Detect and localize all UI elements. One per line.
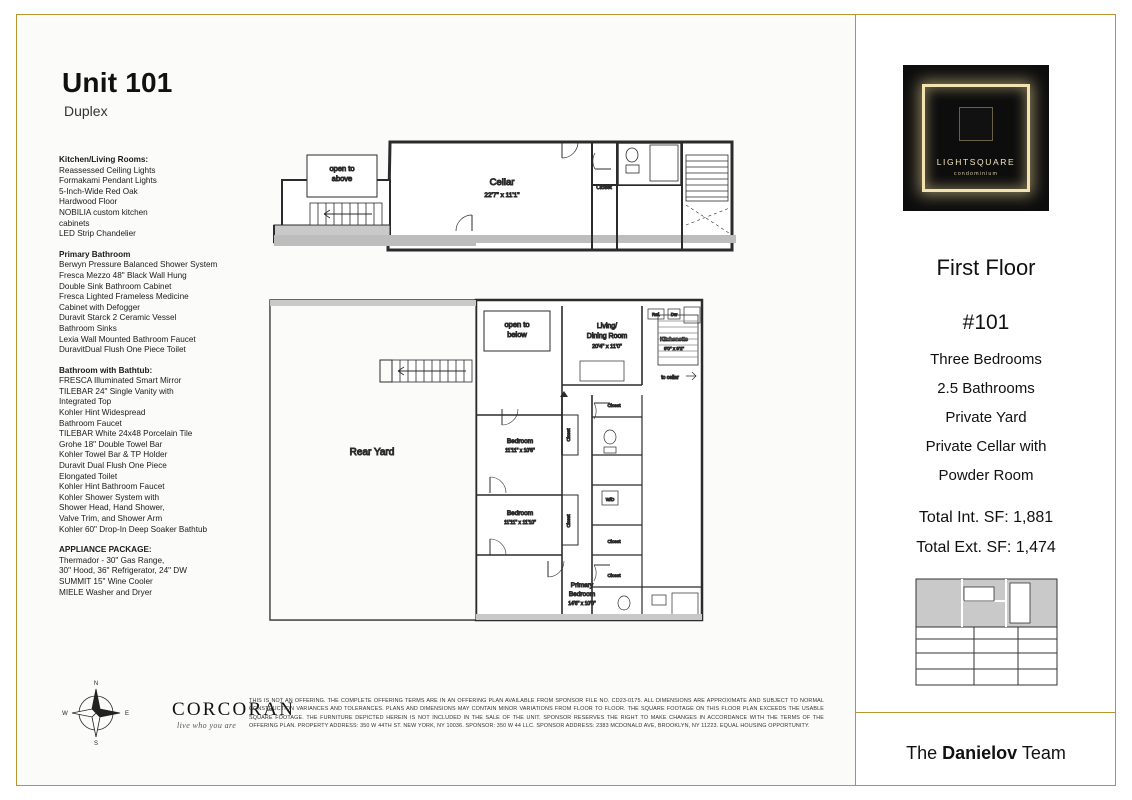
- spec-line: TILEBAR White 24x48 Porcelain Tile: [59, 429, 193, 439]
- svg-text:11'11" x 10'6": 11'11" x 10'6": [505, 448, 535, 454]
- right-panel: [856, 15, 1116, 785]
- spec-heading: APPLIANCE PACKAGE:: [59, 545, 152, 555]
- spec-line: Duravit Starck 2 Ceramic Vessel: [59, 313, 177, 323]
- svg-text:Closet: Closet: [607, 539, 621, 544]
- svg-text:9'0" x 9'2": 9'0" x 9'2": [663, 346, 685, 351]
- compass-icon: [61, 675, 131, 745]
- svg-text:E: E: [124, 711, 130, 717]
- spec-line: NOBILIA custom kitchen: [59, 207, 148, 217]
- spec-line: Fresca Lighted Frameless Medicine: [59, 292, 189, 302]
- spec-line: Valve Trim, and Shower Arm: [59, 514, 163, 523]
- feature-list: [856, 345, 1116, 490]
- spec-group: [59, 545, 284, 598]
- spec-line: Lexia Wall Mounted Bathroom Faucet: [59, 334, 196, 344]
- spec-line: Reassessed Ceiling Lights: [59, 165, 156, 175]
- spec-line: Cabinet with Defogger: [59, 302, 141, 312]
- disclaimer-text: THIS IS NOT AN OFFERING. THE COMPLETE OFFERING TERMS ARE IN AN OFFERING PLAN AVAILABLE FROM SPONSOR FILE NO. CD23-0175. ALL DIMENSIONS ARE APPROXIMATE AND SUBJECT TO NORMAL CONSTRUCTION VARIANCES AND TOLERANCES. PLANS AND DIMENSIONS MAY CONTAIN MINOR VARIATIONS FROM FLOOR TO FLOOR. THE SQUARE FOOTAGE ON THIS FLOOR PLAN EXCEEDS THE USABLE SQUARE FOOTAGE. THE FURNITURE DEPICTED HEREIN IS NOT INCLUDED IN THE SALE OF THE UNIT. SPONSOR RESERVES THE RIGHT TO MAKE CHANGES IN ACCORDANCE WITH THE TERMS OF THE OFFERING PLAN. PROPERTY ADDRESS: 350 W 44TH ST. NEW YORK, NY 10036. SPONSOR: 350 W 44 LLC. SPONSOR ADDRESS: 2383 MCDONALD AVE, BROOKLYN, NY 11223. EQUAL HOUSING OPPORTUNITY.: [249, 698, 824, 730]
- logo-name: LIGHTSQUARE: [936, 157, 1016, 167]
- spec-line: SUMMIT 15" Wine Cooler: [59, 576, 153, 586]
- team-brand: Danielov: [942, 743, 1018, 763]
- lightsquare-logo: [903, 65, 1049, 211]
- svg-text:14'6" x 10'0": 14'6" x 10'0": [568, 601, 596, 607]
- square-footage: [856, 503, 1116, 563]
- svg-text:Closet: Closet: [596, 185, 612, 191]
- page-title: Unit 101: [62, 67, 173, 98]
- team-name: [856, 743, 1116, 764]
- spec-line: Thermador - 30" Gas Range,: [59, 555, 165, 565]
- spec-line: Bathroom Sinks: [59, 323, 117, 333]
- svg-text:open to: open to: [504, 320, 530, 329]
- svg-text:22'7" x 11'1": 22'7" x 11'1": [484, 192, 520, 199]
- svg-text:above: above: [331, 174, 353, 183]
- total-exterior-sf: Total Ext. SF: 1,474: [916, 539, 1056, 556]
- spec-line: DuravitDual Flush One Piece Toilet: [59, 345, 186, 355]
- feature-item: Three Bedrooms: [930, 351, 1042, 368]
- svg-text:Closet: Closet: [566, 428, 571, 442]
- spec-line: Formakami Pendant Lights: [59, 176, 157, 186]
- total-interior-sf: Total Int. SF: 1,881: [918, 509, 1054, 526]
- spec-line: LED Strip Chandelier: [59, 229, 136, 239]
- spec-line: Kohler 60" Drop-In Deep Soaker Bathtub: [59, 524, 208, 534]
- spec-line: Elongated Toilet: [59, 471, 118, 481]
- spec-line: 5-Inch-Wide Red Oak: [59, 186, 138, 196]
- svg-text:S: S: [93, 741, 99, 745]
- svg-text:W/D: W/D: [605, 497, 615, 502]
- svg-text:11'11" x 11'10": 11'11" x 11'10": [504, 520, 536, 526]
- floor-title: First Floor: [936, 255, 1036, 280]
- spec-group: [59, 250, 284, 356]
- svg-text:Bedroom: Bedroom: [568, 591, 596, 598]
- spec-line: 30" Hood, 36" Refrigerator, 24" DW: [59, 566, 187, 576]
- spec-line: Shower Head, Hand Shower,: [59, 503, 165, 513]
- feature-item: Private Cellar with: [925, 438, 1047, 455]
- svg-text:below: below: [507, 330, 527, 339]
- svg-text:Closet: Closet: [607, 573, 621, 578]
- spec-line: Integrated Top: [59, 397, 112, 407]
- logo-square-icon: [959, 107, 993, 141]
- logo-subtitle: condominium: [953, 171, 999, 177]
- spec-line: Berwyn Pressure Balanced Shower System: [59, 260, 218, 270]
- spec-line: Kohler Shower System with: [59, 492, 160, 502]
- spec-line: Bathroom Faucet: [59, 418, 122, 428]
- brokerage-logo: CORCORAN: [172, 699, 296, 720]
- spec-line: Kohler Hint Bathroom Faucet: [59, 482, 165, 492]
- svg-text:open to: open to: [329, 164, 355, 173]
- svg-text:Closet: Closet: [607, 403, 621, 408]
- key-plan-diagram: [914, 577, 1059, 687]
- specifications-list: [59, 155, 284, 608]
- unit-subtitle: Duplex: [64, 103, 108, 119]
- svg-text:Living/: Living/: [596, 323, 618, 330]
- first-floor-plan: [270, 300, 702, 620]
- spec-line: Grohe 18" Double Towel Bar: [59, 439, 163, 449]
- spec-line: cabinets: [59, 218, 90, 228]
- svg-text:Cellar: Cellar: [489, 177, 515, 188]
- svg-text:Closet: Closet: [566, 514, 571, 528]
- brokerage-tagline: live who you are: [177, 721, 237, 730]
- svg-text:Rear Yard: Rear Yard: [349, 447, 395, 458]
- spec-line: FRESCA Illuminated Smart Mirror: [59, 376, 182, 386]
- spec-group: [59, 366, 284, 536]
- spec-line: Fresca Mezzo 48" Black Wall Hung: [59, 270, 187, 280]
- svg-text:W: W: [62, 711, 68, 717]
- svg-text:Bedroom: Bedroom: [506, 510, 534, 517]
- spec-line: Kohler Hint Widespread: [59, 408, 146, 418]
- team-suffix: Team: [1017, 743, 1066, 763]
- feature-item: 2.5 Bathrooms: [937, 380, 1035, 397]
- svg-text:Dining Room: Dining Room: [586, 333, 628, 340]
- cellar-plan: [274, 142, 736, 250]
- spec-line: Kohler Towel Bar & TP Holder: [59, 450, 168, 460]
- spec-heading: Primary Bathroom: [59, 249, 131, 259]
- unit-number: #101: [962, 311, 1010, 334]
- svg-text:Bedroom: Bedroom: [506, 438, 534, 445]
- feature-item: Powder Room: [938, 467, 1034, 484]
- svg-text:N: N: [93, 681, 99, 687]
- spec-line: Duravit Dual Flush One Piece: [59, 461, 167, 471]
- svg-text:Primary: Primary: [570, 582, 594, 589]
- spec-line: Hardwood Floor: [59, 197, 118, 207]
- feature-item: Private Yard: [945, 409, 1027, 426]
- spec-heading: Kitchen/Living Rooms:: [59, 155, 149, 164]
- left-panel: [17, 15, 855, 785]
- svg-text:Dw: Dw: [670, 312, 678, 317]
- spec-line: TILEBAR 24" Single Vanity with: [59, 386, 174, 396]
- spec-line: MIELE Washer and Dryer: [59, 587, 152, 597]
- spec-line: Double Sink Bathroom Cabinet: [59, 281, 172, 291]
- svg-text:20'4" x 11'0": 20'4" x 11'0": [592, 344, 622, 350]
- team-prefix: The: [906, 743, 943, 763]
- svg-text:Kitchenette: Kitchenette: [660, 337, 688, 343]
- spec-heading: Bathroom with Bathtub:: [59, 365, 153, 375]
- spec-group: [59, 155, 284, 240]
- floorplan-drawing: [262, 125, 842, 655]
- svg-text:Ref.: Ref.: [651, 312, 661, 317]
- svg-text:to cellar: to cellar: [661, 375, 679, 381]
